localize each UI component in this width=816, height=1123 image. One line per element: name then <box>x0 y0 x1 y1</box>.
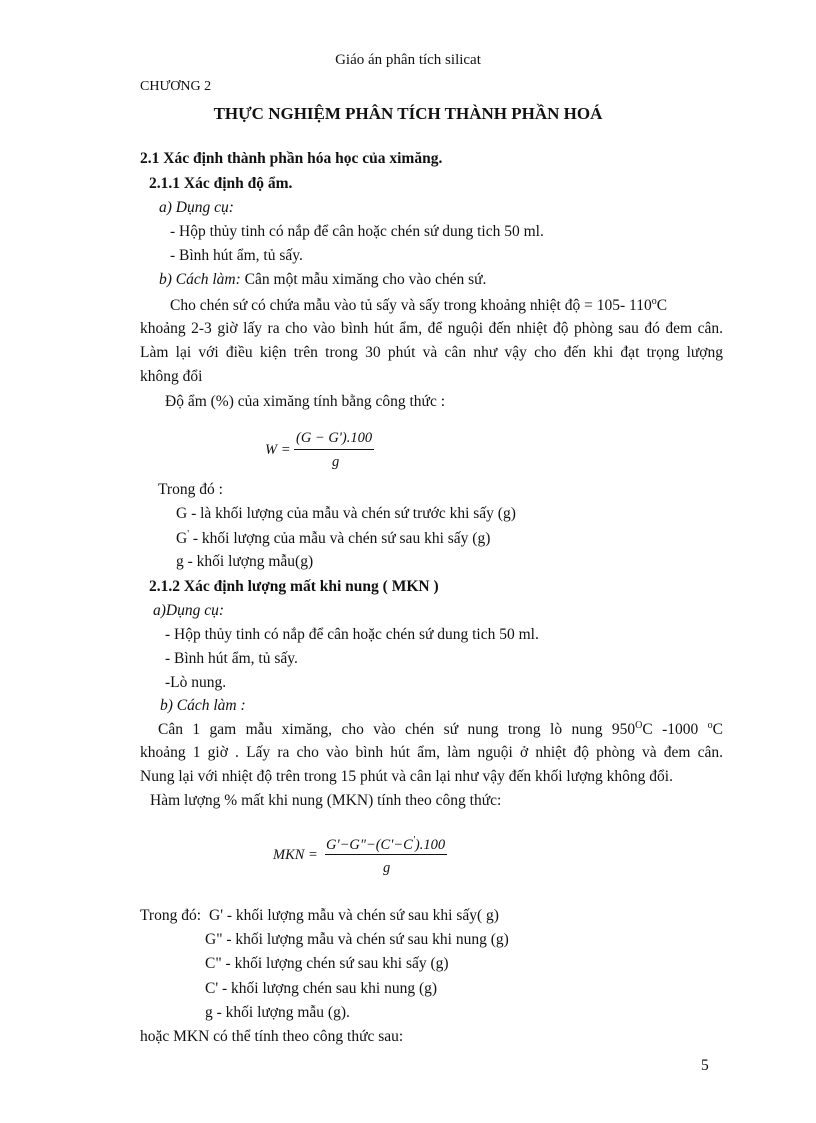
method-line <box>159 271 486 289</box>
degree-sup: o <box>651 296 657 307</box>
formula-lhs: MKN = <box>273 847 318 863</box>
tools-label: a) Dụng cụ: <box>159 199 234 216</box>
running-header: Giáo án phân tích silicat <box>335 52 481 68</box>
definition-item: C' - khối lượng chén sau khi nung (g) <box>205 980 438 997</box>
paragraph-line: khoảng 1 giờ . Lấy ra cho vào bình hút ẩm, làm nguội ở nhiệt độ phòng và đem cân. <box>140 744 723 761</box>
unit-text: C <box>656 297 668 315</box>
numerator-text: G'−G"−(C'−C <box>326 836 413 853</box>
degree-sup: o <box>707 720 713 731</box>
closing-line: hoặc MKN có thể tính theo công thức sau: <box>140 1028 404 1045</box>
degree-sup: O <box>635 720 643 731</box>
paragraph-line: Nung lại với nhiệt độ trên trong 15 phút và cân lại như vậy đến khối lượng không đổi. <box>140 768 673 785</box>
section-2-1-2-heading: 2.1.2 Xác định lượng mất khi nung ( MKN ) <box>149 578 439 595</box>
tools-label: a)Dụng cụ: <box>153 602 225 619</box>
fraction-bar <box>294 449 374 450</box>
where-label: Trong đó: <box>140 907 202 924</box>
formula-lhs: W = <box>265 442 291 458</box>
tool-item: - Bình hút ẩm, tủ sấy. <box>170 247 303 264</box>
method-label: b) Cách làm: <box>159 271 241 288</box>
definition-item: g - khối lượng mẫu(g) <box>176 553 314 570</box>
symbol: G <box>176 530 188 548</box>
paragraph-line: không đổi <box>140 368 203 385</box>
prime-sup: ' <box>412 835 415 846</box>
prime-sup: ' <box>187 529 190 540</box>
definition-item: g - khối lượng mẫu (g). <box>205 1004 350 1021</box>
paragraph-line: Làm lại với điều kiện trên trong 30 phút và cân như vậy cho đến khi đạt trọng lượng <box>140 344 723 361</box>
chapter-title: THỰC NGHIỆM PHÂN TÍCH THÀNH PHẦN HOÁ <box>213 104 603 123</box>
paragraph-text: Cân 1 gam mẫu ximăng, cho vào chén sứ nung trong lò nung 950 <box>158 721 636 739</box>
numerator-text: ).100 <box>414 836 446 853</box>
paragraph-text: C -1000 <box>642 721 708 739</box>
definition-item: G' - khối lượng mẫu và chén sứ sau khi sấy( g) <box>209 907 499 924</box>
formula-numerator <box>326 835 445 854</box>
formula-denominator: g <box>383 860 391 876</box>
definition-text: - khối lượng của mẫu và chén sứ sau khi sấy (g) <box>192 530 491 548</box>
definition-item: C" - khối lượng chén sứ sau khi sấy (g) <box>205 955 449 972</box>
formula-denominator: g <box>332 454 340 470</box>
section-2-1-1-heading: 2.1.1 Xác định độ ẩm. <box>149 175 293 192</box>
formula-intro: Hàm lượng % mất khi nung (MKN) tính theo công thức: <box>150 792 502 809</box>
paragraph-line <box>158 720 723 739</box>
paragraph-line <box>170 296 667 315</box>
definition-item: G" - khối lượng mẫu và chén sứ sau khi nung (g) <box>205 931 509 948</box>
paragraph-text: Cho chén sứ có chứa mẫu vào tủ sấy và sấy trong khoảng nhiệt độ = 105- 110 <box>170 297 652 315</box>
tool-item: - Hộp thủy tinh có nắp để cân hoặc chén sứ dung tich 50 ml. <box>170 223 544 240</box>
definition-item <box>176 529 490 548</box>
paragraph-line: khoảng 2-3 giờ lấy ra cho vào bình hút ẩm, để nguội đến nhiệt độ phòng sau đó đem cân. <box>140 320 723 337</box>
formula-numerator: (G − G').100 <box>296 430 373 446</box>
tool-item: - Bình hút ẩm, tủ sấy. <box>165 650 298 667</box>
formula-intro: Độ ẩm (%) của ximăng tính bằng công thức : <box>165 393 446 410</box>
section-2-1-heading: 2.1 Xác định thành phần hóa học của ximăng. <box>140 150 443 167</box>
tool-item: - Hộp thủy tinh có nắp để cân hoặc chén sứ dung tich 50 ml. <box>165 626 539 643</box>
tool-item: -Lò nung. <box>165 674 227 691</box>
unit-text: C <box>712 721 724 739</box>
fraction-bar <box>325 854 447 855</box>
page-number: 5 <box>701 1057 709 1074</box>
chapter-label: CHƯƠNG 2 <box>140 79 212 94</box>
method-label: b) Cách làm : <box>160 697 246 714</box>
definition-item: G - là khối lượng của mẫu và chén sứ trước khi sấy (g) <box>176 505 516 522</box>
where-label: Trong đó : <box>158 481 223 498</box>
method-text: Cân một mẫu ximăng cho vào chén sứ. <box>244 271 487 288</box>
